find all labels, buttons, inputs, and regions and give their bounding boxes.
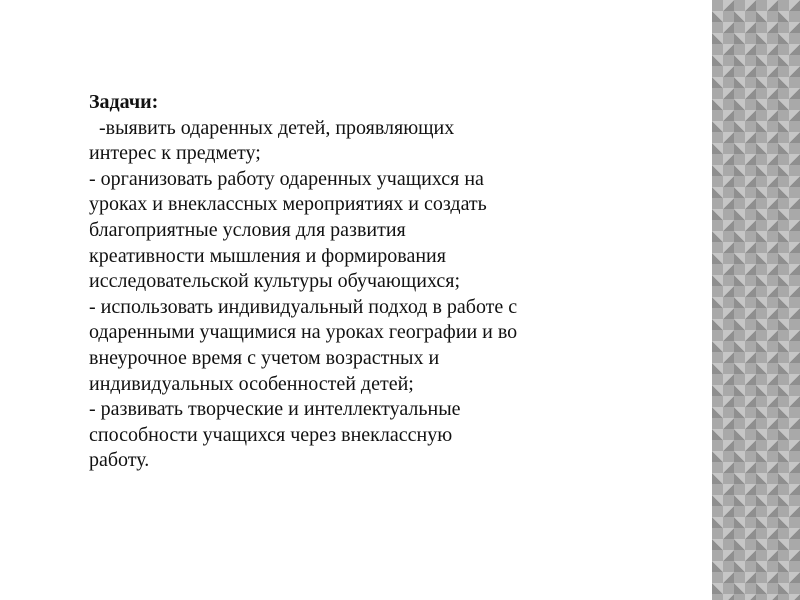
task-line: работу. (89, 449, 150, 472)
task-line: индивидуальных особенностей детей; (89, 372, 414, 395)
task-line: способности учащихся через внеклассную (89, 423, 453, 446)
task-line: - использовать индивидуальный подход в работе с (89, 295, 518, 318)
slide-title: Задачи: (89, 91, 159, 113)
task-line: - развивать творческие и интеллектуальные (89, 398, 461, 421)
task-line: - организовать работу одаренных учащихся на (89, 167, 484, 190)
task-line: одаренными учащимися на уроках географии и во (89, 321, 518, 344)
task-line: интерес к предмету; (89, 142, 261, 165)
task-line: благоприятные условия для развития (89, 218, 406, 241)
slide-content (89, 90, 709, 474)
task-line: уроках и внеклассных мероприятиях и создать (89, 193, 487, 216)
decorative-side-pattern (712, 0, 800, 600)
task-line: креативности мышления и формирования (89, 244, 446, 267)
task-line: -выявить одаренных детей, проявляющих (99, 116, 455, 139)
task-line: исследовательской культуры обучающихся; (89, 270, 461, 293)
task-line: внеурочное время с учетом возрастных и (89, 346, 440, 369)
